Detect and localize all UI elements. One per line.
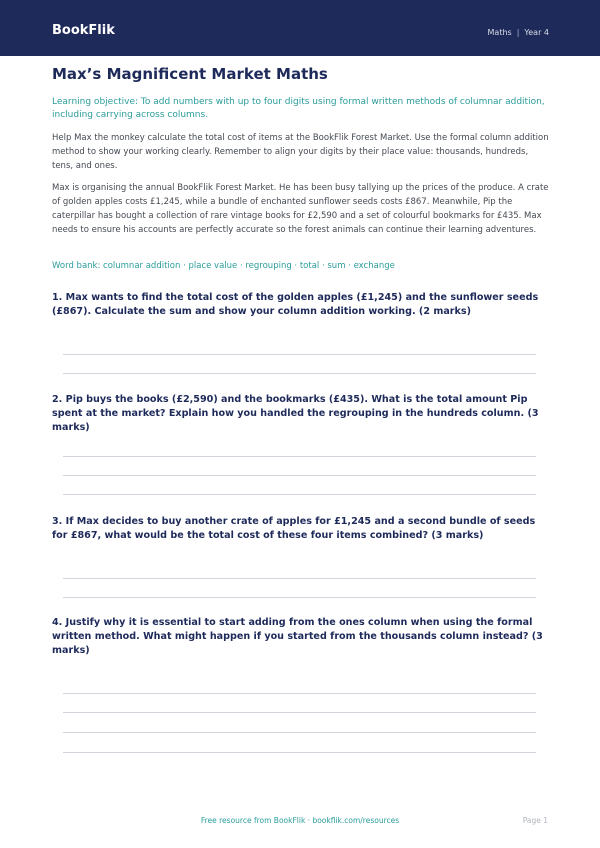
word-bank: Word bank: columnar addition · place value · regrouping · total · sum · exchange — [52, 261, 395, 271]
page-title: Max’s Magnificent Market Maths — [52, 65, 328, 83]
year-label: Year 4 — [524, 28, 549, 37]
question-3: 3. If Max decides to buy another crate of apples for £1,245 and a second bundle of seeds for £867, what would be the total cost of these four items combined? (3 marks) — [52, 516, 536, 541]
subject-year-meta — [488, 27, 549, 39]
question-2: 2. Pip buys the books (£2,590) and the bookmarks (£435). What is the total amount Pip spent at the market? Explain how you handled the regrouping in the hundreds column. (3 marks) — [52, 394, 539, 433]
question-1: 1. Max wants to find the total cost of the golden apples (£1,245) and the sunflower seeds (£867). Calculate the sum and show your column addition working. (2 marks) — [52, 292, 539, 317]
page-number: Page 1 — [522, 816, 548, 825]
answer-line[interactable] — [63, 712, 536, 713]
answer-line[interactable] — [63, 354, 536, 355]
answer-line[interactable] — [63, 494, 536, 495]
answer-line[interactable] — [63, 693, 536, 694]
answer-line[interactable] — [63, 597, 536, 598]
footer-resource-link[interactable]: Free resource from BookFlik · bookflik.com/resources — [200, 816, 400, 825]
answer-line[interactable] — [63, 456, 536, 457]
answer-line[interactable] — [63, 732, 536, 733]
answer-line[interactable] — [63, 475, 536, 476]
learning-objective: Learning objective: To add numbers with up to four digits using formal written methods of columnar addition, including carrying across columns. — [52, 97, 545, 120]
intro-paragraph: Help Max the monkey calculate the total cost of items at the BookFlik Forest Market. Use the formal column addition method to show your working clearly. Remember to align your digits by their place value: thousands, hundreds, tens, and ones. — [52, 133, 549, 171]
story-paragraph: Max is organising the annual BookFlik Forest Market. He has been busy tallying up the prices of the produce. A crate of golden apples costs £1,245, while a bundle of enchanted sunflower seeds costs £867. Meanwhile, Pip the caterpillar has bought a collection of rare vintage books for £2,590 and a set of colourful bookmarks for £435. Max needs to ensure his accounts are perfectly accurate so the forest animals can continue their learning adventures. — [52, 183, 549, 235]
answer-line[interactable] — [63, 578, 536, 579]
brand-logo: BookFlik — [52, 23, 115, 38]
meta-separator: | — [516, 28, 520, 37]
question-4: 4. Justify why it is essential to start adding from the ones column when using the formal written method. What might happen if you started from the thousands column instead? (3 marks) — [52, 617, 543, 656]
header-bar — [0, 0, 600, 56]
answer-line[interactable] — [63, 752, 536, 753]
answer-line[interactable] — [63, 373, 536, 374]
subject-label: Maths — [487, 28, 512, 37]
